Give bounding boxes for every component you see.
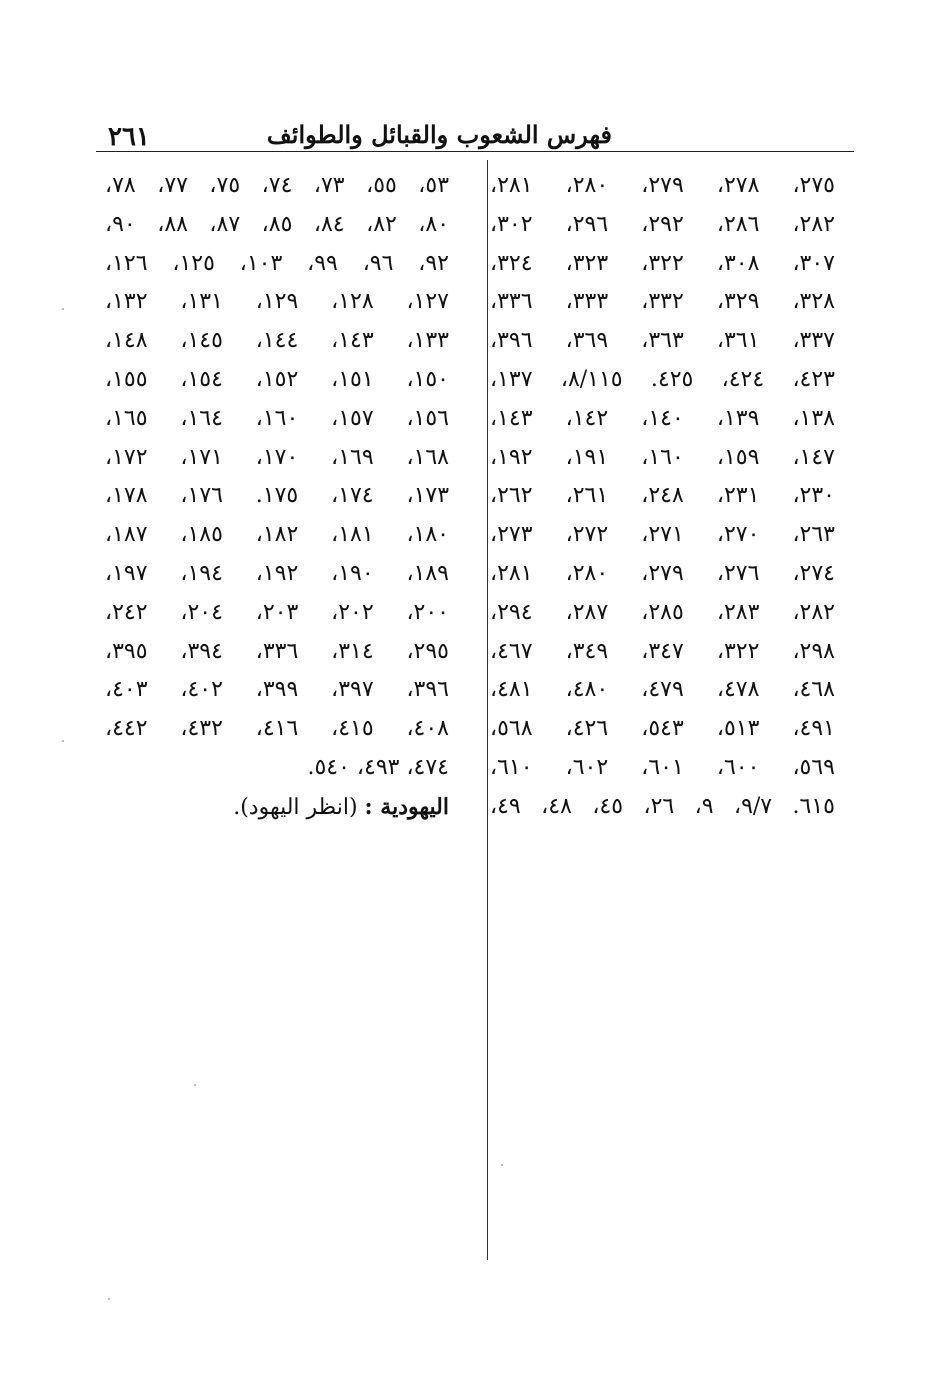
index-line: ١٦٨، ١٦٩، ١٧٠، ١٧١، ١٧٢، — [105, 444, 449, 470]
index-line: ٩٢، ٩٦، ٩٩، ١٠٣، ١٢٥، ١٢٦، — [105, 250, 449, 276]
index-line: ٣٣٧، ٣٦١، ٣٦٣، ٣٦٩، ٣٩٦، — [490, 328, 835, 354]
index-line: ٢٣٠، ٢٣١، ٢٤٨، ٢٦١، ٢٦٢، — [490, 483, 835, 509]
index-line: ٨٠، ٨٢، ٨٤، ٨٥، ٨٧، ٨٨، ٩٠، — [105, 211, 449, 237]
index-line: ٤٢٣، ٤٢٤، ٤٢٥. ٨/١١٥، ١٣٧، — [490, 366, 835, 392]
index-line: ٥٣، ٥٥، ٧٣، ٧٤، ٧٥، ٧٧، ٧٨، — [105, 173, 449, 198]
index-line: ٣٢٨، ٣٢٩، ٣٣٢، ٣٣٣، ٣٣٦، — [490, 289, 835, 315]
index-line: ٢٨٢، ٢٨٦، ٢٩٢، ٢٩٦، ٣٠٢، — [490, 211, 835, 237]
column-divider — [487, 160, 488, 1260]
index-line: ٣٠٧، ٣٠٨، ٣٢٢، ٣٢٣، ٣٢٤، — [490, 250, 835, 276]
header-rule — [96, 151, 854, 152]
right-column — [490, 167, 835, 827]
left-column — [105, 167, 449, 827]
index-line: ٥٦٩، ٦٠٠، ٦٠١، ٦٠٢، ٦١٠، — [490, 754, 835, 780]
index-line: ١٥٠، ١٥١، ١٥٢، ١٥٤، ١٥٥، — [105, 366, 449, 392]
entry-term: اليهودية : — [364, 793, 449, 820]
index-line: ١٣٨، ١٣٩، ١٤٠، ١٤٢، ١٤٣، — [490, 405, 835, 431]
index-line: ٢٩٥، ٣١٤، ٣٣٦، ٣٩٤، ٣٩٥، — [105, 638, 449, 664]
index-entry — [105, 788, 449, 827]
page-title: فهرس الشعوب والقبائل والطوائف — [266, 120, 612, 149]
scan-speck — [501, 1164, 503, 1166]
scan-speck — [62, 308, 64, 310]
index-line: ١٨٠، ١٨١، ١٨٢، ١٨٥، ١٨٧، — [105, 522, 449, 548]
index-line: ١٢٧، ١٢٨، ١٢٩، ١٣١، ١٣٢، — [105, 289, 449, 315]
index-line-last: ٤٧٤، ٤٩٣، ٥٤٠. — [307, 754, 449, 780]
index-line: ٢٨٢، ٢٨٣، ٢٨٥، ٢٨٧، ٢٩٤، — [490, 599, 835, 625]
index-line: ٢٧٥، ٢٧٨، ٢٧٩، ٢٨٠، ٢٨١، — [490, 173, 835, 198]
index-line: ١٨٩، ١٩٠، ١٩٢، ١٩٤، ١٩٧، — [105, 560, 449, 586]
index-line: ١٣٣، ١٤٣، ١٤٤، ١٤٥، ١٤٨، — [105, 328, 449, 354]
index-line: ٤٦٨، ٤٧٨، ٤٧٩، ٤٨٠، ٤٨١، — [490, 677, 835, 703]
index-line: ١٤٧، ١٥٩، ١٦٠، ١٩١، ١٩٢، — [490, 444, 835, 470]
index-line: ٢٦٣، ٢٧٠، ٢٧١، ٢٧٢، ٢٧٣، — [490, 522, 835, 548]
index-line: ٤٩١، ٥١٣، ٥٤٣، ٤٢٦، ٥٦٨، — [490, 716, 835, 742]
index-line: ١٥٦، ١٥٧، ١٦٠، ١٦٤، ١٦٥، — [105, 405, 449, 431]
scan-speck — [62, 740, 64, 742]
index-line: ١٧٣، ١٧٤، ١٧٥. ١٧٦، ١٧٨، — [105, 483, 449, 509]
scan-speck — [108, 1298, 110, 1300]
index-line: ٦١٥. ٩/٧، ٩، ٢٦، ٤٥، ٤٨، ٤٩، — [490, 793, 835, 819]
index-line: ٢٠٠، ٢٠٢، ٢٠٣، ٢٠٤، ٢٤٢، — [105, 599, 449, 625]
index-line: ٢٧٤، ٢٧٦، ٢٧٩، ٢٨٠، ٢٨١، — [490, 560, 835, 586]
index-line: ٣٩٦، ٣٩٧، ٣٩٩، ٤٠٢، ٤٠٣، — [105, 677, 449, 703]
index-line: ٤٠٨، ٤١٥، ٤١٦، ٤٣٢، ٤٤٢، — [105, 716, 449, 742]
scan-speck — [194, 1084, 196, 1086]
index-line: ٢٩٨، ٣٢٢، ٣٤٧، ٣٤٩، ٤٦٧، — [490, 638, 835, 664]
entry-reference: (انظر اليهود). — [233, 794, 365, 820]
page-number: ٢٦١ — [108, 122, 150, 152]
